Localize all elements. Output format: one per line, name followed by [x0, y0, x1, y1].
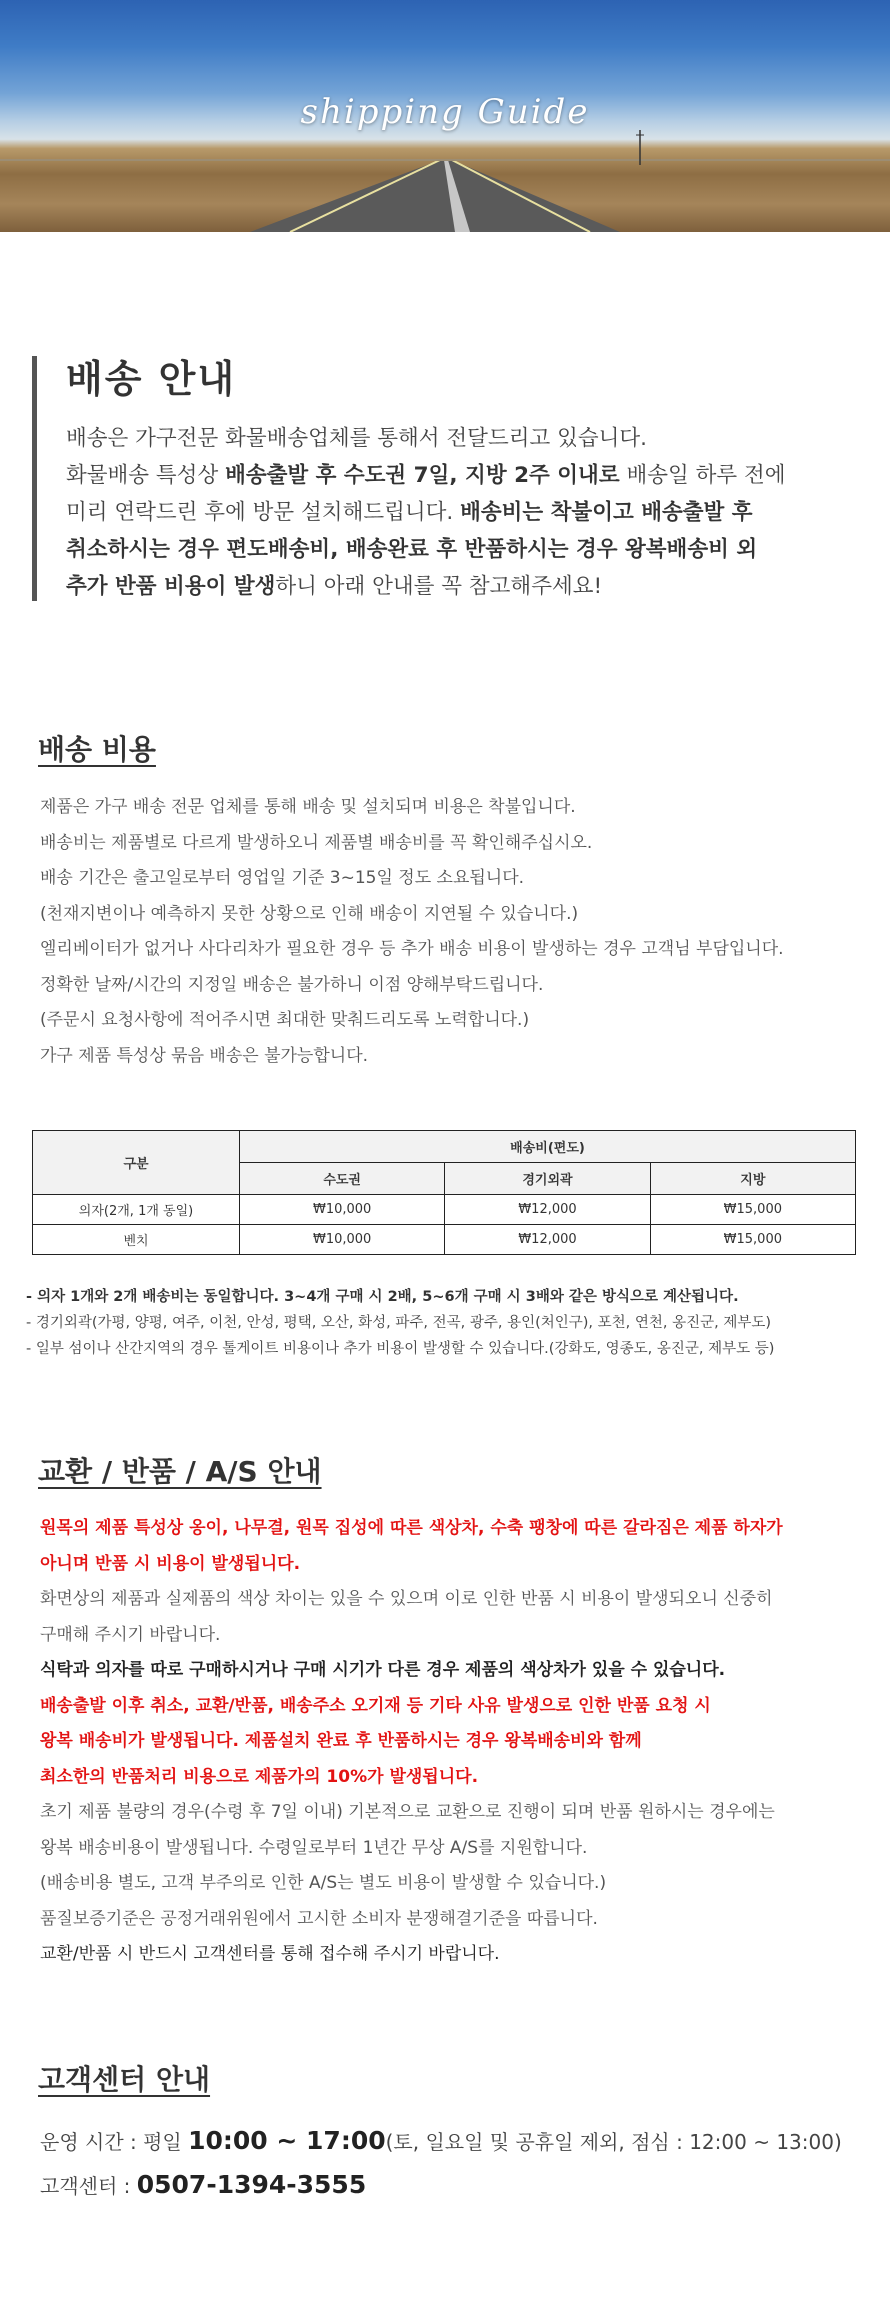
- banner-title: shipping Guide: [300, 92, 590, 132]
- table-row: [33, 1225, 856, 1255]
- exchange-line: 식탁과 의자를 따로 구매하시거나 구매 시기가 다른 경우 제품의 색상차가 있을 수 있습니다.: [40, 1660, 726, 1680]
- exchange-line: 배송출발 이후 취소, 교환/반품, 배송주소 오기재 등 기타 사유 발생으로 인한 반품 요청 시: [40, 1695, 711, 1716]
- intro-accent-bar: [32, 356, 37, 601]
- phone-number: 고객센터 : 0507-1394-3555: [40, 2170, 367, 2199]
- table-header-fee: 배송비(편도): [240, 1131, 856, 1163]
- operating-hours: 운영 시간 : 평일 10:00 ~ 17:00(토, 일요일 및 공휴일 제외, 점심 : 12:00 ~ 13:00): [40, 2126, 842, 2155]
- intro-heading: 배송 안내: [66, 357, 237, 401]
- intro-line: 취소하시는 경우 편도배송비, 배송완료 후 반품하시는 경우 왕복배송비 외: [66, 537, 758, 562]
- exchange-line: 초기 제품 불량의 경우(수령 후 7일 이내) 기본적으로 교환으로 진행이 되며 반품 원하시는 경우에는: [40, 1802, 775, 1822]
- table-cell-price: ₩15,000: [650, 1195, 855, 1225]
- shipping-line: 정확한 날짜/시간의 지정일 배송은 불가하니 이점 양해부탁드립니다.: [40, 974, 544, 995]
- table-cell-price: ₩10,000: [240, 1195, 445, 1225]
- shipping-line: (천재지변이나 예측하지 못한 상황으로 인해 배송이 지연될 수 있습니다.): [40, 903, 579, 924]
- exchange-title: 교환 / 반품 / A/S 안내: [38, 1455, 322, 1488]
- exchange-line: 구매해 주시기 바랍니다.: [40, 1624, 221, 1645]
- exchange-line: 원목의 제품 특성상 옹이, 나무결, 원목 집성에 따른 색상차, 수축 팽창에 따른 갈라짐은 제품 하자가: [40, 1518, 783, 1538]
- exchange-line: (배송비용 별도, 고객 부주의로 인한 A/S는 별도 비용이 발생할 수 있습니다.): [40, 1873, 607, 1893]
- exchange-line: 왕복 배송비가 발생됩니다. 제품설치 완료 후 반품하시는 경우 왕복배송비와 함께: [40, 1731, 642, 1751]
- table-cell-item: 벤치: [33, 1225, 240, 1255]
- shipping-line: 배송비는 제품별로 다르게 발생하오니 제품별 배송비를 꼭 확인해주십시오.: [40, 832, 593, 853]
- shipping-cost-title: 배송 비용: [38, 733, 156, 766]
- table-cell-price: ₩10,000: [240, 1225, 445, 1255]
- intro-line: 미리 연락드린 후에 방문 설치해드립니다. 배송비는 착불이고 배송출발 후: [66, 500, 753, 525]
- table-header-region: 경기외곽: [445, 1163, 650, 1195]
- intro-line: 추가 반품 비용이 발생하니 아래 안내를 꼭 참고해주세요!: [66, 574, 603, 599]
- exchange-lines: [40, 1511, 880, 1973]
- customer-center-title: 고객센터 안내: [38, 2063, 211, 2096]
- exchange-line: 품질보증기준은 공정거래위원에서 고시한 소비자 분쟁해결기준을 따릅니다.: [40, 1908, 598, 1929]
- exchange-line: 왕복 배송비용이 발생됩니다. 수령일로부터 1년간 무상 A/S를 지원합니다.: [40, 1837, 588, 1858]
- table-header-region: 지방: [650, 1163, 855, 1195]
- customer-center-info: [40, 2119, 880, 2207]
- exchange-line: 화면상의 제품과 실제품의 색상 차이는 있을 수 있으며 이로 인한 반품 시 비용이 발생되오니 신중히: [40, 1589, 773, 1609]
- shipping-fee-table: [32, 1130, 856, 1255]
- shipping-line: 엘리베이터가 없거나 사다리차가 필요한 경우 등 추가 배송 비용이 발생하는 경우 고객님 부담입니다.: [40, 939, 784, 959]
- exchange-line: 교환/반품 시 반드시 고객센터를 통해 접수해 주시기 바랍니다.: [40, 1944, 500, 1964]
- exchange-line: 아니며 반품 시 비용이 발생됩니다.: [40, 1553, 301, 1574]
- note-line: - 의자 1개와 2개 배송비는 동일합니다. 3~4개 구매 시 2배, 5~6개 구매 시 3배와 같은 방식으로 계산됩니다.: [26, 1289, 739, 1305]
- intro-paragraph: [66, 420, 876, 605]
- shipping-line: 가구 제품 특성상 묶음 배송은 불가능합니다.: [40, 1045, 369, 1066]
- shipping-cost-lines: [40, 790, 880, 1074]
- shipping-line: 배송 기간은 출고일로부터 영업일 기준 3~15일 정도 소요됩니다.: [40, 868, 525, 888]
- table-cell-price: ₩15,000: [650, 1225, 855, 1255]
- table-row: [33, 1195, 856, 1225]
- note-line: - 경기외곽(가평, 양평, 여주, 이천, 안성, 평택, 오산, 화성, 파주, 전곡, 광주, 용인(처인구), 포천, 연천, 옹진군, 제부도): [26, 1315, 772, 1331]
- shipping-line: 제품은 가구 배송 전문 업체를 통해 배송 및 설치되며 비용은 착불입니다.: [40, 797, 576, 817]
- intro-line: 배송은 가구전문 화물배송업체를 통해서 전달드리고 있습니다.: [66, 426, 648, 451]
- table-header-group: 구분: [33, 1131, 240, 1195]
- table-cell-item: 의자(2개, 1개 동일): [33, 1195, 240, 1225]
- table-header-region: 수도권: [240, 1163, 445, 1195]
- shipping-notes: [26, 1284, 876, 1362]
- table-cell-price: ₩12,000: [445, 1195, 650, 1225]
- table-cell-price: ₩12,000: [445, 1225, 650, 1255]
- intro-line: 화물배송 특성상 배송출발 후 수도권 7일, 지방 2주 이내로 배송일 하루 전에: [66, 463, 786, 488]
- shipping-line: (주문시 요청사항에 적어주시면 최대한 맞춰드리도록 노력합니다.): [40, 1010, 530, 1030]
- exchange-line: 최소한의 반품처리 비용으로 제품가의 10%가 발생됩니다.: [40, 1766, 479, 1787]
- banner: [0, 0, 890, 232]
- note-line: - 일부 섬이나 산간지역의 경우 톨게이트 비용이나 추가 비용이 발생할 수 있습니다.(강화도, 영종도, 옹진군, 제부도 등): [26, 1341, 775, 1357]
